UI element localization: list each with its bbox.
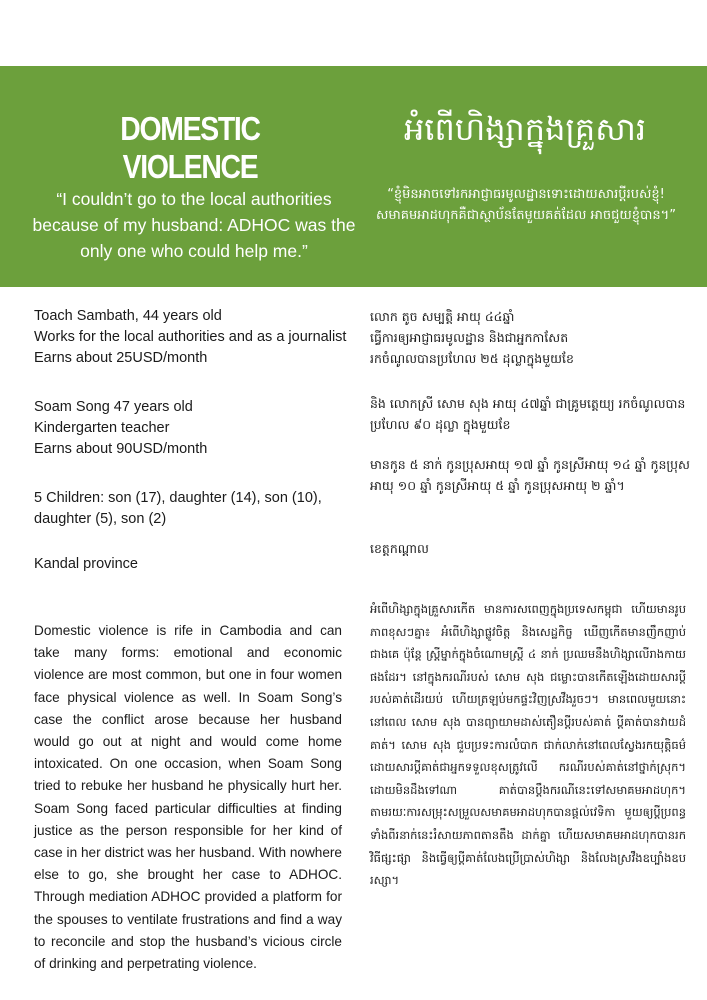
province-text: Kandal province [34, 556, 138, 572]
husband-income-kh: រកចំណូលបានប្រហែល ២៥ ដុល្លាក្នុងមួយខែ [370, 351, 574, 366]
husband-name-age-kh: លោក តូច សម្បត្តិ អាយុ ៤៤ឆ្នាំ [370, 309, 515, 324]
husband-name-age: Toach Sambath, 44 years old [34, 308, 222, 324]
title-english: DOMESTIC VIOLENCE [120, 110, 260, 185]
province-khmer: ខេត្តកណ្តាល [370, 541, 429, 556]
wife-occupation: Kindergarten teacher [34, 420, 170, 436]
profile-husband-english [34, 306, 364, 369]
profile-husband-khmer [370, 306, 690, 369]
profile-wife-khmer: និង លោកស្រី សោម សុង អាយុ ៤៧ឆ្នាំ ជាគ្រូមត្តេយ្យ រកចំណូលបានប្រហែល ៩០ ដុល្លា ក្នុងមួយខែ [370, 396, 686, 432]
story-english: Domestic violence is rife in Cambodia and can take many forms: emotional and economic violence are most common, but one in four women face physical violence as well. In Soam Song’s case the conflict arose because her husband would go out at night and would come home intoxicated. On one occasion, when Soam Song tried to rebuke her husband he physically hurt her. Soam Song faced particular difficulties at finding justice as the person responsible for her kind of case in her district was her husband. With nowhere else to go, she brought her case to ADHOC. Through mediation ADHOC provided a platform for the spouses to ventilate frustrations and find a way to reconcile and stop the husband’s vicious circle of drinking and perpetrating violence. [34, 623, 342, 972]
husband-occupation: Works for the local authorities and as a journalist [34, 329, 347, 345]
title-khmer: អំពើហិង្សាក្នុងគ្រួសារ [403, 110, 647, 148]
children-khmer: មានកូន ៥ នាក់ កូនប្រុសអាយុ ១៧ ឆ្នាំ កូនស្រីអាយុ ១៤ ឆ្នាំ កូនប្រុសអាយុ ១០ ឆ្នាំ កូនស្រីអាយុ ៥ ឆ្នាំ កូនប្រុសអាយុ ២ ឆ្នាំ។ [370, 457, 690, 493]
quote-english: “I couldn’t go to the local authorities because of my husband: ADHOC was the only one who could help me.” [32, 189, 356, 261]
husband-income: Earns about 25USD/month [34, 350, 208, 366]
wife-income: Earns about 90USD/month [34, 441, 208, 457]
children-line-1: 5 Children: son (17), daughter (14), son (10), [34, 490, 322, 506]
province-english [34, 554, 364, 575]
wife-name-age: Soam Song 47 years old [34, 399, 193, 415]
husband-occupation-kh: ធ្វើការឲ្យអាជ្ញាធរមូលដ្ឋាន និងជាអ្នកកាសែត [370, 330, 569, 345]
quote-khmer: “ខ្ញុំមិនអាចទៅរកអាជ្ញាធរមូលដ្ឋានទោះដោយសារប្តីរបស់ខ្ញុំ! សមាគមអាដហុកគឺជាស្ថាប័នតែមួយគត់ដែល អាចជួយខ្ញុំបាន។” [375, 187, 676, 223]
children-english [34, 488, 364, 530]
children-line-2: daughter (5), son (2) [34, 511, 167, 527]
story-khmer: អំពើហិង្សាក្នុងគ្រួសារកើត មានការសពេញក្នុងប្រទេសកម្ពុជា ហើយមានរូបភាពខុសៗគ្នា៖ អំពើហិង្សាផ្លូវចិត្ត និងសេដ្ឋកិច្ច ឃើញកើតមានញឹកញាប់ជាងគេ ប៉ុន្តែ ស្ត្រីម្នាក់ក្នុងចំណោមស្ត្រី ៤ នាក់ ប្រឈមនឹងហិង្សាលើរាងកាយផងដែរ។ នៅក្នុងករណីរបស់ សោម សុង ជម្លោះបានកើតឡើងដោយសារប្តីរបស់គាត់ដើរយប់ ហើយត្រឡប់មកផ្ទះវិញស្រវឹងរួចៗ។ មានពេលមួយនោះ នៅពេល សោម សុង បានព្យាយាមដាស់តឿនប្តីរបស់គាត់ ប្តីគាត់បានវាយដំគាត់។ សោម សុង ជួបប្រទះការលំបាក ជាក់លាក់នៅពេលស្វែងរកយុត្តិធម៌ ដោយសារប្តីគាត់ជាអ្នកទទួលខុសត្រូវលើ ករណីរបស់គាត់នៅថ្នាក់ស្រុក។ ដោយមិនដឹងទៅណា គាត់បានប្តឹងករណីនេះទៅសមាគមអាដហុក។ តាមរយៈការសម្រុះសម្រួលសមាគមអាដហុកបានផ្តល់វេទិកា មួយឲ្យប្តីប្រពន្ធទាំងពីរនាក់នេះរំសាយភាពតានតឹង ដាក់គ្នា ហើយសមាគមអាដហុកបានរកវិធីផ្សះផ្សា និងធ្វើឲ្យប្តីគាត់លែងប្រើប្រាស់ហិង្សា និងលែងស្រវឹងឧប្បាំងឧបរស្សា។ [370, 602, 686, 888]
profile-wife-english [34, 397, 364, 460]
